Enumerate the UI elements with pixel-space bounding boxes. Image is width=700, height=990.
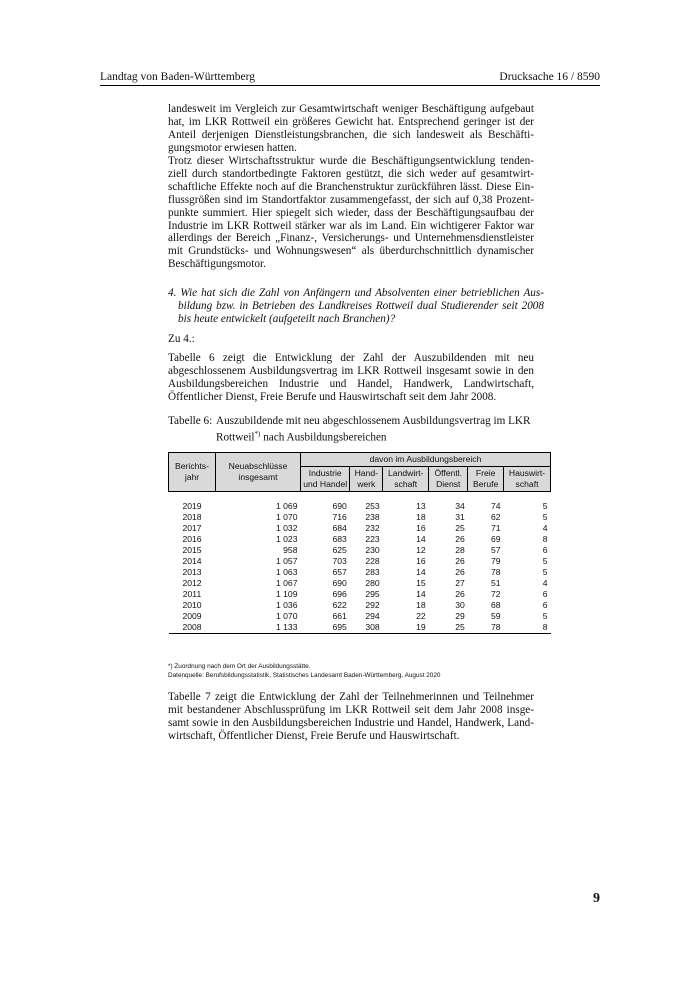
table-cell: 25 [429,622,468,634]
paragraph-4: Tabelle 7 zeigt die Entwicklung der Zahl der Teilnehmerinnen und Teilnehmer mit bestandener Abschlussprüfung im LKR Rottweil seit dem Jahr 2008 insgesamt sowie in den Ausbildungsbereichen Industrie und Handel, Handwerk, Landwirtschaft, Öffentlicher Dienst, Freie Berufe und Hauswirtschaft. [168,691,534,742]
table-cell: 26 [455,556,465,566]
table-row [169,534,551,545]
table-cell: 28 [455,545,465,555]
table-body [169,492,551,634]
table-cell: 51 [490,578,501,588]
table-cell: 1 057 [275,556,298,566]
caption-footnote-mark: *) [254,429,261,438]
table-cell: 1 063 [275,567,298,577]
table-footnote: *) Zuordnung nach dem Ort der Ausbildungsstätte. [168,663,311,670]
header-total: Neuabschlüsse insgesamt [216,453,301,492]
table-cell: 1 036 [275,600,298,610]
table-cell: 72 [490,589,501,599]
table-cell: 2013 [182,567,202,577]
table-cell: 703 [332,556,347,566]
table-cell: 661 [332,611,347,621]
table-cell: 79 [490,556,501,566]
table-cell: 12 [416,545,426,555]
page-number: 9 [593,891,600,906]
question-4: 4. Wie hat sich die Zahl von Anfängern und Absolventen einer betrieblichen Ausbildung bzw. in Betrieben des Landkreises Rottweil dual Studierender seit 2008 bis heute entwickelt (aufgeteilt nach Branchen)? [168,287,544,325]
table-row [169,512,551,523]
table-row [169,556,551,567]
table-cell: 2012 [182,578,202,588]
table-cell: 253 [365,501,380,511]
table-cell: 13 [416,501,426,511]
table-cell: 2011 [182,589,202,599]
table-cell: 5 [542,501,548,511]
table-cell: 59 [490,611,501,621]
header-right: Drucksache 16 / 8590 [499,71,600,83]
table-source: Datenquelle: Berufsbildungsstatistik, Statistisches Landesamt Baden-Württemberg, August 2020 [168,672,441,679]
table-caption [168,415,534,445]
table-cell: 1 133 [216,622,301,634]
table-cell: 31 [455,512,465,522]
table-cell: 18 [416,600,426,610]
table-cell: 294 [365,611,380,621]
table-cell: 958 [283,545,298,555]
header-landwirtschaft: Landwirt-schaft [383,467,429,492]
table-cell: 2014 [182,556,202,566]
table-cell: 74 [490,501,501,511]
table-cell: 62 [490,512,501,522]
table-cell: 26 [455,567,465,577]
table-cell: 683 [332,534,347,544]
table-cell: 8 [542,534,548,544]
table-cell: 238 [365,512,380,522]
table-cell: 695 [301,622,350,634]
table-cell: 223 [365,534,380,544]
table-cell: 684 [332,523,347,533]
paragraph-1: landesweit im Vergleich zur Gesamtwirtschaft weniger Beschäftigung aufgebaut hat, im LKR Rottweil ein größeres Gewicht hat. Entsprechend geringer ist der Anteil derjenigen Dienstleistungsbranchen, die sich landesweit als Beschäftigungsmotor erwiesen hatten. [168,103,534,154]
table-cell: 8 [504,622,551,634]
caption-line2: Rottweil*) nach Ausbildungsbereichen [216,429,387,444]
table-cell: 625 [332,545,347,555]
table-cell: 26 [455,534,465,544]
table-cell: 5 [542,556,548,566]
table-cell: 1 109 [275,589,298,599]
table-cell: 19 [383,622,429,634]
table-row [169,501,551,512]
table-cell: 1 070 [275,611,298,621]
table-cell: 230 [365,545,380,555]
table-row [169,567,551,578]
table-cell: 29 [455,611,465,621]
table-row [169,578,551,589]
table-row [169,545,551,556]
table-cell: 69 [490,534,501,544]
table-cell: 2018 [182,512,202,522]
table-row [169,622,551,634]
table-cell: 1 067 [275,578,298,588]
table-cell: 2010 [182,600,202,610]
table-cell: 716 [332,512,347,522]
page-header [100,71,600,86]
table-row [169,611,551,622]
table-row [169,600,551,611]
apprentice-table [168,452,551,634]
header-industrie: Industrie und Handel [301,467,350,492]
header-year: Berichts-jahr [169,453,216,492]
table-cell: 68 [490,600,501,610]
header-group: davon im Ausbildungsbereich [301,453,551,467]
table-cell: 78 [468,622,504,634]
table-cell: 6 [542,545,548,555]
table-cell: 22 [416,611,426,621]
table-cell: 283 [365,567,380,577]
table-cell: 71 [490,523,501,533]
table-cell: 2009 [182,611,202,621]
table-cell: 57 [490,545,501,555]
table-cell: 2019 [182,501,202,511]
caption-line1: Auszubildende mit neu abgeschlossenem Ausbildungsvertrag im LKR [216,415,531,427]
table-cell: 15 [416,578,426,588]
table-cell: 1 023 [275,534,298,544]
header-handwerk: Hand-werk [350,467,383,492]
table-cell: 4 [542,578,548,588]
table-cell: 6 [542,589,548,599]
table-cell: 18 [416,512,426,522]
table-cell: 6 [542,600,548,610]
table-cell: 228 [365,556,380,566]
table-cell: 292 [365,600,380,610]
answer-heading-4: Zu 4.: [168,333,195,345]
table-cell: 2015 [182,545,202,555]
table-cell: 34 [455,501,465,511]
table-cell: 14 [416,567,426,577]
table-cell: 657 [332,567,347,577]
table-cell: 690 [332,501,347,511]
table-cell: 1 032 [275,523,298,533]
table-cell: 26 [455,589,465,599]
header-left: Landtag von Baden-Württemberg [100,71,255,83]
table-cell: 14 [416,589,426,599]
paragraph-3: Tabelle 6 zeigt die Entwicklung der Zahl der Auszubildenden mit neu abgeschlossenem Ausbildungsvertrag im LKR Rottweil insgesamt sowie in den Ausbildungsbereichen Industrie und Handel, Handwerk, Landwirtschaft, Öffentlicher Dienst, Freie Berufe und Hauswirtschaft seit dem Jahr 2008. [168,352,534,403]
table-cell: 308 [350,622,383,634]
header-freie: Freie Berufe [468,467,504,492]
table-cell: 5 [542,567,548,577]
table-cell: 30 [455,600,465,610]
caption-label: Tabelle 6: [168,415,213,427]
table-cell: 1 070 [275,512,298,522]
header-haus: Hauswirt-schaft [504,467,551,492]
table-cell: 622 [332,600,347,610]
table-cell: 280 [365,578,380,588]
table-cell: 2016 [182,534,202,544]
table-row [169,523,551,534]
table-notes [168,662,551,680]
table-cell: 232 [365,523,380,533]
table-cell: 5 [542,512,548,522]
table-cell: 25 [455,523,465,533]
table-cell: 27 [455,578,465,588]
table-cell: 16 [416,523,426,533]
table-row [169,589,551,600]
table-cell: 690 [332,578,347,588]
table-cell: 295 [365,589,380,599]
table-cell: 4 [542,523,548,533]
table-cell: 5 [542,611,548,621]
table-cell: 2008 [169,622,216,634]
table-cell: 78 [490,567,501,577]
paragraph-2: Trotz dieser Wirtschaftsstruktur wurde die Beschäftigungsentwicklung tendenziell durch standortbedingte Faktoren gestützt, die sich weder auf gesamtwirtschaftliche Effekte noch auf die Branchenstruktur zurückführen lässt. Diese Einflussgrößen sind im Standortfaktor zusammengefasst, der sich auf 0,38 Prozentpunkte summiert. Hier spiegelt sich wieder, dass der Beschäftigungsaufbau der Industrie im LKR Rottweil stärker war als im Land. Ein wichtigerer Faktor war allerdings der Bereich „Finanz-, Versicherungs- und Unternehmensdienstleister mit Grundstücks- und Wohnungswesen“ als überdurchschnittlich dynamischer Beschäftigungsmotor. [168,155,534,271]
table-cell: 16 [416,556,426,566]
table-cell: 1 069 [275,501,298,511]
table-cell: 696 [332,589,347,599]
table-cell: 2017 [182,523,202,533]
table-cell: 14 [416,534,426,544]
header-oeffentlich: Öffentl. Dienst [429,467,468,492]
